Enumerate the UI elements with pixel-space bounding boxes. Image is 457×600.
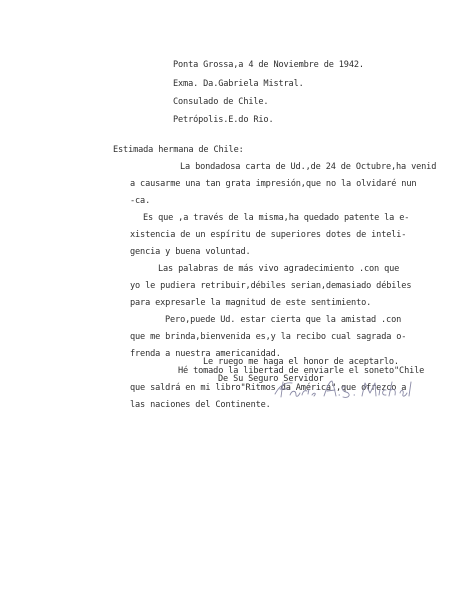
body-line: yo le pudiera retribuir,débiles serian,demasiado débiles <box>130 281 412 291</box>
body-line: frenda a nuestra americanidad. <box>130 349 281 359</box>
body-line: las naciones del Continente. <box>130 400 271 410</box>
body-line: Las palabras de más vivo agradecimiento .con que <box>158 264 400 274</box>
body-line: Hé tomado la libertad de enviarle el soneto"Chile <box>178 366 425 376</box>
body-line: La bondadosa carta de Ud.,de 24 de Octubre,ha venid <box>180 162 437 172</box>
recipient-line: Petrópolis.E.do Rio. <box>173 115 274 125</box>
body-line: para expresarle la magnitud de este sentimiento. <box>130 298 372 308</box>
salutation: Estimada hermana de Chile: <box>113 145 244 155</box>
body-line: a causarme una tan grata impresión,que no la olvidaré nun <box>130 179 417 189</box>
body-line: -ca. <box>130 196 151 206</box>
body-line: Pero,puede Ud. estar cierta que la amistad .con <box>165 315 402 325</box>
body-line: que saldrá en mi libro"Ritmos da América",que ofrezco a <box>130 383 407 393</box>
closing-line: Le ruego me haga el honor de aceptarlo. <box>203 357 399 367</box>
handwritten-signature <box>272 374 412 404</box>
body-line: xistencia de un espíritu de superiores dotes de inteli- <box>130 230 407 240</box>
body-line: gencia y buena voluntad. <box>130 247 251 257</box>
body-line: que me brinda,bienvenida es,y la recibo cual sagrada o- <box>130 332 407 342</box>
body-line: Es que ,a través de la misma,ha quedado patente la e- <box>143 213 410 223</box>
recipient-line: Exma. Da.Gabriela Mistral. <box>173 79 304 89</box>
closing-line: De Su Seguro Servidor <box>218 374 324 384</box>
recipient-line: Consulado de Chile. <box>173 97 269 107</box>
place-date: Ponta Grossa,a 4 de Noviembre de 1942. <box>173 60 364 70</box>
